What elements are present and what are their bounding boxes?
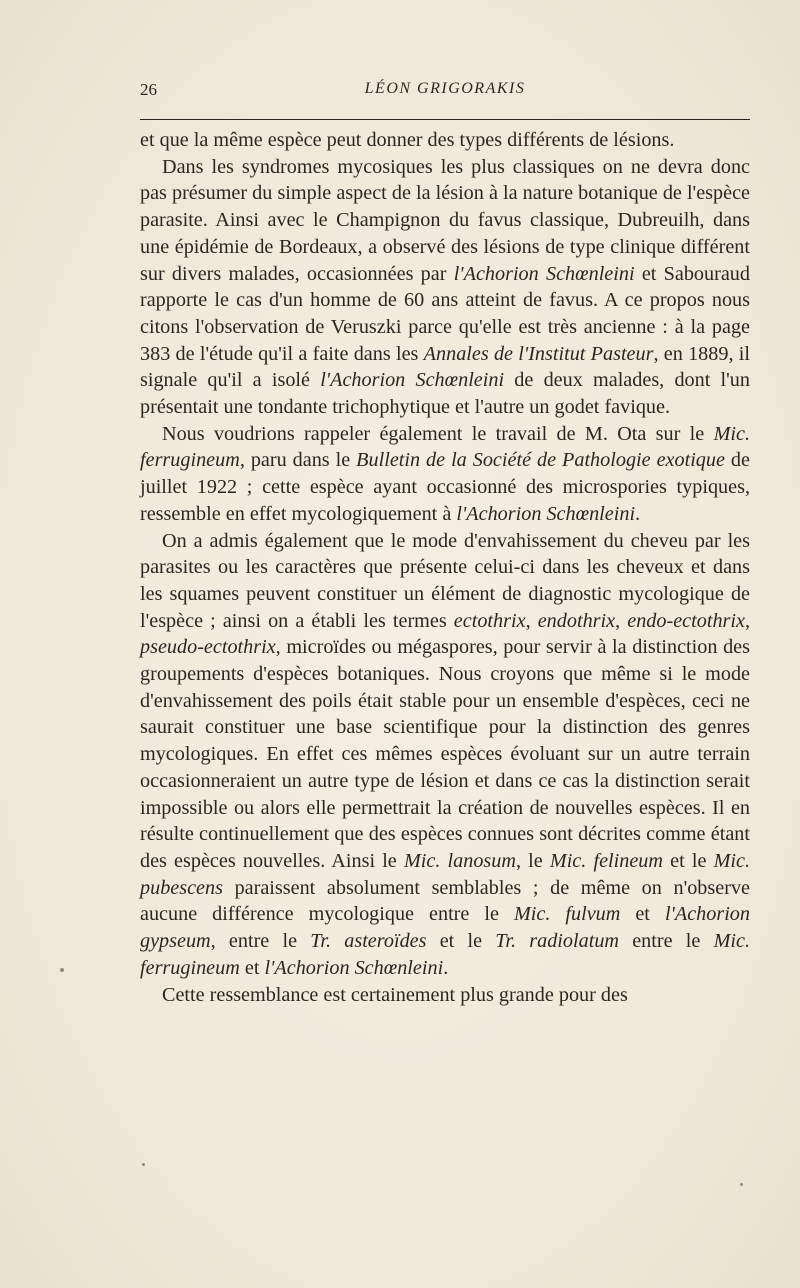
italic-term: Tr. asteroïdes [310,930,427,953]
italic-term: l'Achorion Schœnleini [264,956,444,979]
text-run: et le [426,930,496,953]
text-run: Dans les syndromes mycosiques les plus classiques on ne devra donc pas présumer du simple aspect de la lésion à la nature botanique de l'espèce parasite. Ainsi avec le Champignon du favus classique, Dubreuilh, dans une épidémie de Bordeaux, a observé des lésions de type clinique différent sur divers malades, occasionnées par [140,155,750,285]
italic-term: pseudo-ectothrix [140,636,276,659]
text-run: de deux malades, dont l'un présentait une tondante trichophytique et l'autre un godet favique. [140,369,750,419]
text-run: . [443,956,449,979]
text-run: , microïdes ou mégaspores, pour servir à la distinction des groupements d'espèces botaniques. Nous croyons que même si le mode d'envahissement des poils était stable pour un ensemble d'espèces, ceci ne saurait constituer une base scientifique pour la distinction des genres mycologiques. En effet ces mêmes espèces évoluant sur un autre terrain occasionneraient un autre type de lésion et dans ce cas la distinction serait impossible ou alors elle permettrait la création de nouvelles espèces. Il en résulte continuellement que des espèces connues sont décrites comme étant des espèces nouvelles. Ainsi le [140,636,750,872]
text-run: paraissent absolument semblables ; de même on n'observe aucune différence mycologique entre le [140,876,750,926]
page-header [140,80,750,110]
text-run: entre le [619,930,714,953]
text-run: , en 1889, il signale qu'il a isolé [140,342,750,392]
text-run: Cette ressemblance est certainement plus grande pour des [162,983,628,1006]
text-run: On a admis également que le mode d'envahissement du cheveu par les parasites ou les caractères que présente celui-ci dans les cheveux et dans les squames peuvent constituer un élément de diagnostic mycologique de l'espèce ; ainsi on a établi les termes [140,529,750,632]
italic-term: l'Achorion Schœnleini [453,262,635,285]
page-number: 26 [140,80,157,99]
paragraph [140,982,750,1009]
text-run: Nous voudrions rappeler également le travail de M. Ota sur le [162,422,714,445]
text-run: , le [515,849,550,872]
text-run: , [615,609,628,632]
text-run: . [635,502,641,525]
paragraph [140,421,750,528]
italic-term: Mic. ferrugineum [140,930,750,979]
italic-term: l'Achorion gypseum [140,903,750,953]
paragraph [140,528,750,982]
italic-term: Mic. lanosum [403,849,516,872]
running-title: LÉON GRIGORAKIS [364,80,526,97]
body-text [140,127,750,1008]
text-run: et Sabouraud rapporte le cas d'un homme de 60 ans atteint de favus. A ce propos nous citons l'observation de Veruszki parce qu'elle est très ancienne : à la page 383 de l'étude qu'il a faite dans les [140,262,750,365]
italic-term: Annales de l'Institut Pasteur [423,342,654,365]
paper-speck [740,1183,743,1186]
italic-term: l'Achorion Schœnleini [320,369,505,392]
paragraph [140,154,750,421]
italic-term: l'Achorion Schœnleini [456,502,636,525]
header-rule [140,119,750,120]
paragraph [140,127,750,154]
text-run: , paru dans le [239,449,357,472]
italic-term: Mic. felineum [549,849,663,872]
text-run: et que la même espèce peut donner des types différents de lésions. [140,129,675,151]
paper-speck [60,968,64,972]
text-run: , [525,609,538,632]
text-run: et le [662,849,714,872]
italic-term: endo-ectothrix [627,609,745,632]
paper-speck [142,1163,145,1166]
italic-term: Mic. fulvum [513,903,621,926]
text-run: et [239,956,265,979]
italic-term: Tr. radiolatum [495,930,619,953]
italic-term: Mic. ferrugineum [140,422,750,472]
text-run: de juillet 1922 ; cette espèce ayant occasionné des microspories typiques, ressemble en effet mycologiquement à [140,449,750,525]
text-run: , entre le [210,930,311,953]
text-run: et [620,903,665,926]
italic-term: ectothrix [453,609,526,632]
text-run: , [744,609,751,632]
italic-term: endothrix [537,609,616,632]
italic-term: Bulletin de la Société de Pathologie exotique [356,449,725,472]
italic-term: Mic. pubescens [140,849,751,899]
